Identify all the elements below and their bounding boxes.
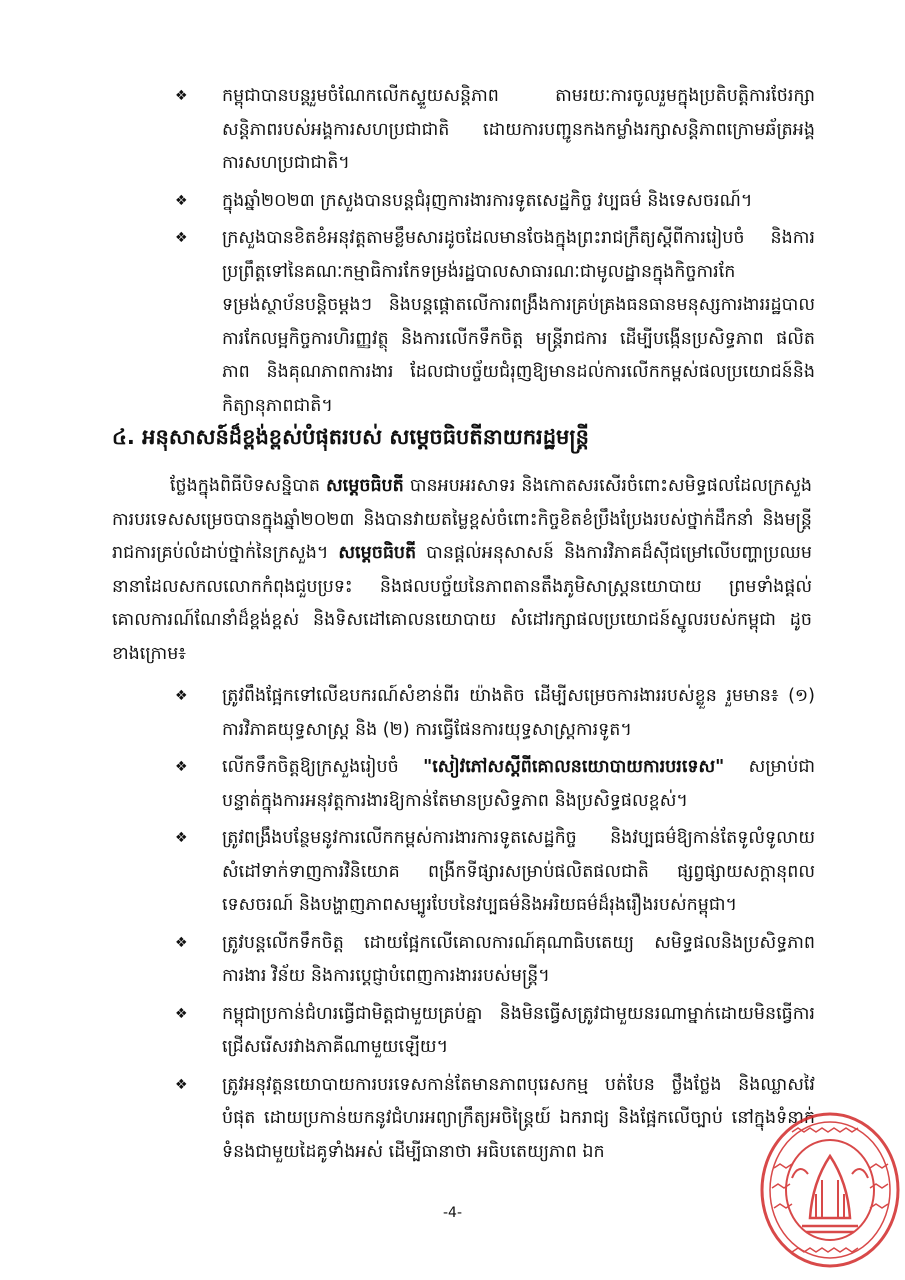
diamond-bullet-icon: ❖ bbox=[175, 1005, 188, 1022]
bullet-text: ត្រូវពឹងផ្អែកទៅលើឧបករណ៍សំខាន់ពីរ យ៉ាងតិច ដើម្បីសម្រេចការងាររបស់ខ្លួន រួមមាន៖ (១) ការវិភាគយុទ្ធសាស្ត្រ និង (២) ការធ្វើផែនការយុទ្ធសាស្ត្រការទូត។ bbox=[222, 686, 815, 740]
list-item bbox=[175, 927, 815, 994]
diamond-bullet-icon: ❖ bbox=[175, 1076, 188, 1093]
list-item bbox=[175, 222, 815, 423]
bullet-text: លើកទឹកចិត្តឱ្យក្រសួងរៀបចំ bbox=[222, 757, 424, 777]
bullet-list-top bbox=[175, 80, 815, 427]
bullet-text: សម្រាប់ជាបន្ទាត់ក្នុងការអនុវត្តការងារឱ្យកាន់តែមានប្រសិទ្ធភាព និងប្រសិទ្ធផលខ្ពស់។ bbox=[222, 757, 815, 811]
bullet-text: ក្នុងឆ្នាំ២០២៣ ក្រសួងបានបន្តជំរុញការងារការទូតសេដ្ឋកិច្ច វប្បធម៌ និងទេសចរណ៍។ bbox=[222, 190, 753, 211]
section-heading: ៤. អនុសាសន៍ដ៏ខ្ពង់ខ្ពស់បំផុតរបស់ សម្ដេចធិបតីនាយករដ្ឋមន្ត្រី bbox=[112, 425, 589, 449]
list-item bbox=[175, 80, 815, 181]
diamond-bullet-icon: ❖ bbox=[175, 192, 188, 209]
page-number: -4- bbox=[442, 1205, 462, 1221]
diamond-bullet-icon: ❖ bbox=[175, 934, 188, 951]
paragraph-text: បានអបអរសាទរ និងកោតសរសើរចំពោះសមិទ្ធផលដែលក្រសួងការបរទេសសម្រេចបានក្នុងឆ្នាំ២០២៣ និងបានវាយតម្លៃខ្ពស់ចំពោះកិច្ចខិតខំប្រឹងប្រែងរបស់ថ្នាក់ដឹកនាំ និងមន្ត្រីរាជការគ្រប់លំដាប់ថ្នាក់នៃក្រសួង។ bbox=[112, 476, 812, 563]
list-item bbox=[175, 680, 815, 747]
bullet-text: ត្រូវអនុវត្តនយោបាយការបរទេសកាន់តែមានភាពបុរេសកម្ម បត់បែន ថ្លឹងថ្លែង និងឈ្លាសវៃបំផុត ដោយប្រកាន់យកនូវជំហរអព្យាក្រឹត្យអចិន្ត្រៃយ៍ ឯករាជ្យ និងផ្អែកលើច្បាប់ នៅក្នុងទំនាក់ទំនងជាមួយដៃគូទាំងអស់ ដើម្បីធានាថា អធិបតេយ្យភាព ឯក bbox=[222, 1074, 815, 1162]
paragraph-text: ថ្លែងក្នុងពិធីបិទសន្និបាត bbox=[170, 476, 327, 496]
list-item bbox=[175, 998, 815, 1065]
official-seal-stamp bbox=[752, 1108, 902, 1273]
bullet-text: កម្ពុជាប្រកាន់ជំហរធ្វើជាមិត្តជាមួយគ្រប់គ្នា និងមិនធ្វើសត្រូវជាមួយនរណាម្នាក់ដោយមិនធ្វើការជ្រើសរើសរវាងភាគីណាមួយឡើយ។ bbox=[222, 1003, 815, 1057]
diamond-bullet-icon: ❖ bbox=[175, 688, 188, 704]
paragraph-text: បានផ្តល់អនុសាសន៍ និងការវិភាគដ៏ស៊ីជម្រៅលើបញ្ហាប្រឈមនានាដែលសកលលោកកំពុងជួបប្រទះ និងផលបច្ច័យនៃភាពតានតឹងភូមិសាស្ត្រនយោបាយ ព្រមទាំងផ្តល់គោលការណ៍ណែនាំដ៏ខ្ពង់ខ្ពស់ និងទិសដៅគោលនយោបាយ សំដៅរក្សាផលប្រយោជន៍ស្នូលរបស់កម្ពុជា ដូចខាងក្រោម៖ bbox=[112, 543, 813, 664]
book-title-bold: "សៀវភៅសស្តីពីគោលនយោបាយការបរទេស" bbox=[423, 757, 725, 777]
bullet-list-bottom bbox=[175, 680, 815, 1173]
diamond-bullet-icon: ❖ bbox=[175, 759, 188, 775]
list-item bbox=[175, 185, 815, 219]
list-item bbox=[175, 751, 815, 818]
bullet-text: ត្រូវបន្តលើកទឹកចិត្ត ដោយផ្អែកលើគោលការណ៍គុណាធិបតេយ្យ សមិទ្ធផលនិងប្រសិទ្ធភាពការងារ វិន័យ និងការប្តេជ្ញាបំពេញការងាររបស់មន្ត្រី។ bbox=[222, 932, 815, 986]
paragraph-bold-text: សម្ដេចធិបតី bbox=[338, 543, 417, 563]
bullet-text: ត្រូវពង្រឹងបន្ថែមនូវការលើកកម្ពស់ការងារការទូតសេដ្ឋកិច្ច និងវប្បធម៌ឱ្យកាន់តែទូលំទូលាយ សំដៅទាក់ទាញការវិនិយោគ ពង្រីកទីផ្សារសម្រាប់ផលិតផលជាតិ ផ្សព្វផ្សាយសក្តានុពលទេសចរណ៍ និងបង្ហាញភាពសម្បូរបែបនៃវប្បធម៌និងអរិយធម៌ដ៏រុងរឿងរបស់កម្ពុជា។ bbox=[222, 828, 815, 915]
list-item bbox=[175, 822, 815, 923]
list-item bbox=[175, 1069, 815, 1170]
paragraph-bold-text: សម្ដេចធិបតី bbox=[326, 476, 404, 496]
bullet-text: ក្រសួងបានខិតខំអនុវត្តតាមខ្លឹមសារដូចដែលមានចែងក្នុងព្រះរាជក្រឹត្យស្តីពីការរៀបចំ និងការប្រព្រឹត្តទៅនៃគណៈកម្មាធិការកែទម្រង់រដ្ឋបាលសាធារណៈជាមូលដ្ឋានក្នុងកិច្ចការកែទម្រង់ស្ថាប័នបន្តិចម្តងៗ និងបន្តផ្តោតលើការពង្រឹងការគ្រប់គ្រងធនធានមនុស្សការងាររដ្ឋបាល ការកែលម្អកិច្ចការហិរញ្ញវត្ថុ និងការលើកទឹកចិត្ត មន្ត្រីរាជការ ដើម្បីបង្កើនប្រសិទ្ធភាព ផលិតភាព និងគុណភាពការងារ ដែលជាបច្ច័យជំរុញឱ្យមានដល់ការលើកកម្ពស់ផលប្រយោជន៍និងកិត្យានុភាពជាតិ។ bbox=[222, 228, 815, 416]
bullet-text: កម្ពុជាបានបន្តរួមចំណែកលើកស្ទួយសន្តិភាព តាមរយៈការចូលរួមក្នុងប្រតិបត្តិការថែរក្សាសន្តិភាពរបស់អង្គការសហប្រជាជាតិ ដោយការបញ្ជូនកងកម្លាំងរក្សាសន្តិភាពក្រោមឆ័ត្រអង្គការសហប្រជាជាតិ។ bbox=[222, 86, 815, 173]
diamond-bullet-icon: ❖ bbox=[175, 88, 188, 104]
body-paragraph bbox=[112, 470, 812, 671]
diamond-bullet-icon: ❖ bbox=[175, 830, 188, 846]
diamond-bullet-icon: ❖ bbox=[175, 230, 188, 246]
